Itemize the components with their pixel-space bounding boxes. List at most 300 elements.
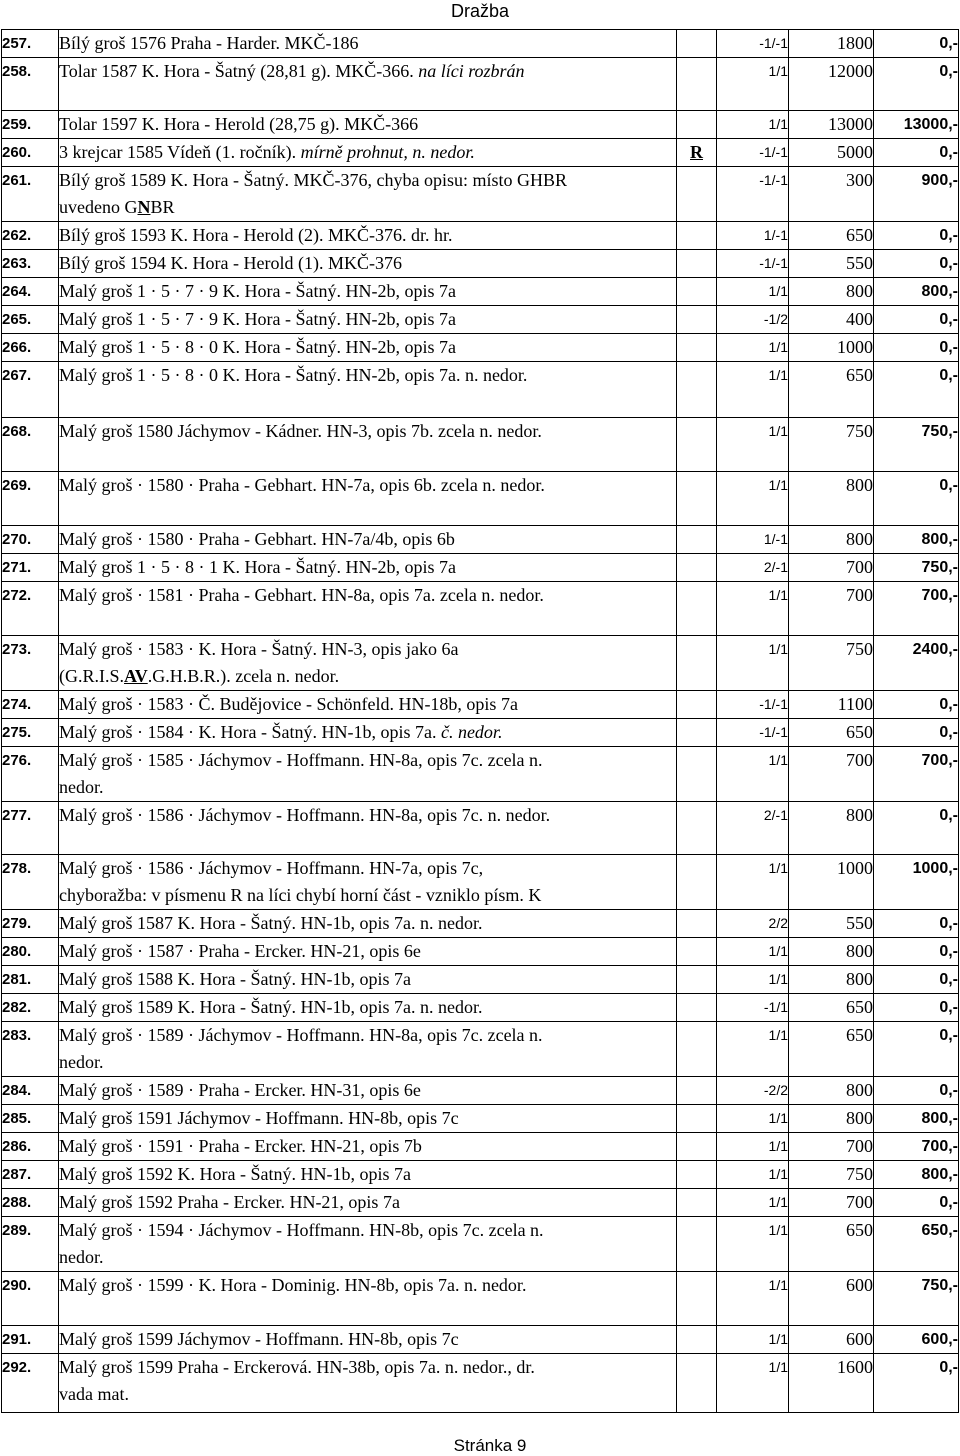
lot-number: 258. [2,58,59,111]
lot-number: 281. [2,966,59,994]
lot-description-line1: Bílý groš 1576 Praha - Harder. MKČ-186 [59,33,359,53]
lot-description [59,278,677,306]
starting-price: 600 [789,1326,874,1354]
hammer-price: 800,- [874,1161,959,1189]
table-row [2,1272,959,1326]
lot-description-line2: nedor. [59,1052,104,1072]
lot-number: 289. [2,1217,59,1272]
lot-description-line1: Bílý groš 1594 K. Hora - Herold (1). MKČ-376 [59,253,402,273]
table-row [2,636,959,691]
lot-grade: -1/-1 [717,139,789,167]
lot-grade: 1/1 [717,111,789,139]
lot-description [59,802,677,855]
lot-description [59,1272,677,1326]
table-row [2,418,959,472]
lot-description-line1: Malý groš 1587 K. Hora - Šatný. HN-1b, opis 7a. n. nedor. [59,913,483,933]
lot-number: 286. [2,1133,59,1161]
rarity-mark [677,222,717,250]
table-row [2,1189,959,1217]
rarity-mark [677,747,717,802]
rarity-mark [677,636,717,691]
lot-grade: 1/1 [717,1272,789,1326]
table-row [2,802,959,855]
hammer-price: 700,- [874,1133,959,1161]
hammer-price: 0,- [874,472,959,526]
starting-price: 650 [789,1217,874,1272]
lot-description [59,747,677,802]
rarity-mark [677,167,717,222]
rarity-mark [677,111,717,139]
starting-price: 700 [789,747,874,802]
starting-price: 550 [789,910,874,938]
table-row [2,139,959,167]
lot-description [59,966,677,994]
lot-description [59,1217,677,1272]
lot-description [59,1189,677,1217]
lot-grade: 1/-1 [717,222,789,250]
starting-price: 650 [789,222,874,250]
lot-description [59,1161,677,1189]
starting-price: 300 [789,167,874,222]
table-row [2,167,959,222]
table-row [2,1133,959,1161]
lot-number: 278. [2,855,59,910]
lot-description [59,719,677,747]
rarity-mark [677,278,717,306]
table-row [2,30,959,58]
starting-price: 700 [789,1133,874,1161]
lot-number: 268. [2,418,59,472]
lot-description-line1: 3 krejcar 1585 Vídeň (1. ročník). mírně prohnut, n. nedor. [59,142,475,162]
lot-description [59,167,677,222]
lot-description [59,636,677,691]
table-row [2,910,959,938]
starting-price: 1000 [789,334,874,362]
rarity-mark [677,58,717,111]
lot-number: 272. [2,582,59,636]
lot-description-line1: Malý groš · 1584 · K. Hora - Šatný. HN-1b, opis 7a. č. nedor. [59,722,503,742]
lot-description [59,526,677,554]
rarity-mark [677,526,717,554]
lot-description-line1: Bílý groš 1593 K. Hora - Herold (2). MKČ-376. dr. hr. [59,225,453,245]
lot-number: 288. [2,1189,59,1217]
lot-grade: -1/-1 [717,691,789,719]
lot-description-line1: Malý groš 1 · 5 · 8 · 0 K. Hora - Šatný. HN-2b, opis 7a [59,337,456,357]
lot-description-line1: Malý groš 1599 Praha - Erckerová. HN-38b, opis 7a. n. nedor., dr. [59,1357,535,1377]
lot-grade: -1/-1 [717,719,789,747]
hammer-price: 0,- [874,58,959,111]
starting-price: 1100 [789,691,874,719]
lot-description-line1: Malý groš · 1599 · K. Hora - Dominig. HN-8b, opis 7a. n. nedor. [59,1275,527,1295]
lot-description [59,111,677,139]
lot-description-line1: Malý groš 1592 Praha - Ercker. HN-21, opis 7a [59,1192,400,1212]
lot-description-line1: Malý groš · 1583 · Č. Budějovice - Schönfeld. HN-18b, opis 7a [59,694,518,714]
lot-description-line1: Malý groš · 1580 · Praha - Gebhart. HN-7a, opis 6b. zcela n. nedor. [59,475,545,495]
lot-description-line1: Malý groš · 1587 · Praha - Ercker. HN-21, opis 6e [59,941,421,961]
lot-number: 261. [2,167,59,222]
lot-description-line1: Malý groš 1592 K. Hora - Šatný. HN-1b, opis 7a [59,1164,411,1184]
starting-price: 750 [789,636,874,691]
lot-number: 282. [2,994,59,1022]
lot-description [59,222,677,250]
lot-description-line1: Malý groš · 1583 · K. Hora - Šatný. HN-3, opis jako 6a [59,639,459,659]
lot-number: 291. [2,1326,59,1354]
lot-description-line1: Tolar 1597 K. Hora - Herold (28,75 g). MKČ-366 [59,114,419,134]
lot-grade: -2/2 [717,1077,789,1105]
starting-price: 800 [789,966,874,994]
hammer-price: 0,- [874,938,959,966]
starting-price: 800 [789,472,874,526]
lot-number: 284. [2,1077,59,1105]
lot-number: 266. [2,334,59,362]
starting-price: 5000 [789,139,874,167]
rarity-mark: R [677,139,717,167]
rarity-mark [677,1022,717,1077]
hammer-price: 0,- [874,362,959,418]
lot-grade: 2/-1 [717,554,789,582]
hammer-price: 0,- [874,802,959,855]
rarity-mark [677,1354,717,1413]
hammer-price: 900,- [874,167,959,222]
lot-description-line1: Malý groš · 1589 · Praha - Ercker. HN-31, opis 6e [59,1080,421,1100]
lot-description-line2: (G.R.I.S.AV.G.H.B.R.). zcela n. nedor. [59,666,340,686]
table-row [2,1217,959,1272]
starting-price: 12000 [789,58,874,111]
lot-description [59,554,677,582]
lot-description-line1: Malý groš · 1580 · Praha - Gebhart. HN-7a/4b, opis 6b [59,529,455,549]
lot-number: 262. [2,222,59,250]
table-row [2,855,959,910]
lot-grade: 2/2 [717,910,789,938]
lot-description [59,472,677,526]
hammer-price: 700,- [874,747,959,802]
rarity-mark [677,30,717,58]
lot-number: 263. [2,250,59,278]
lot-description-line1: Malý groš · 1586 · Jáchymov - Hoffmann. HN-8a, opis 7c. n. nedor. [59,805,551,825]
hammer-price: 750,- [874,418,959,472]
lot-description-line1: Malý groš 1599 Jáchymov - Hoffmann. HN-8b, opis 7c [59,1329,459,1349]
lot-description-line1: Malý groš · 1581 · Praha - Gebhart. HN-8a, opis 7a. zcela n. nedor. [59,585,544,605]
lot-grade: -1/2 [717,306,789,334]
lot-number: 275. [2,719,59,747]
lot-number: 290. [2,1272,59,1326]
lot-number: 273. [2,636,59,691]
lot-description-line1: Malý groš 1588 K. Hora - Šatný. HN-1b, opis 7a [59,969,411,989]
lot-description-line1: Malý groš · 1585 · Jáchymov - Hoffmann. HN-8a, opis 7c. zcela n. [59,750,543,770]
hammer-price: 0,- [874,994,959,1022]
table-row [2,966,959,994]
rarity-mark [677,362,717,418]
lot-number: 260. [2,139,59,167]
hammer-price: 750,- [874,1272,959,1326]
starting-price: 700 [789,554,874,582]
rarity-mark [677,1326,717,1354]
lot-description-line1: Malý groš 1 · 5 · 7 · 9 K. Hora - Šatný. HN-2b, opis 7a [59,309,456,329]
hammer-price: 0,- [874,910,959,938]
lot-number: 257. [2,30,59,58]
lot-description [59,910,677,938]
starting-price: 800 [789,802,874,855]
starting-price: 800 [789,278,874,306]
lot-description-line2: uvedeno GNBR [59,197,175,217]
rarity-mark [677,418,717,472]
lot-description-line1: Malý groš 1 · 5 · 7 · 9 K. Hora - Šatný. HN-2b, opis 7a [59,281,456,301]
starting-price: 650 [789,994,874,1022]
rarity-mark [677,334,717,362]
hammer-price: 0,- [874,691,959,719]
lot-description-line2: chyboražba: v písmenu R na líci chybí horní část - vzniklo písm. K [59,885,542,905]
lot-description-line1: Malý groš 1580 Jáchymov - Kádner. HN-3, opis 7b. zcela n. nedor. [59,421,542,441]
lot-description [59,691,677,719]
lot-description-line1: Malý groš · 1591 · Praha - Ercker. HN-21, opis 7b [59,1136,422,1156]
lot-description [59,855,677,910]
rarity-mark [677,554,717,582]
lot-description-line1: Malý groš 1589 K. Hora - Šatný. HN-1b, opis 7a. n. nedor. [59,997,483,1017]
hammer-price: 0,- [874,250,959,278]
starting-price: 1800 [789,30,874,58]
lot-grade: 1/1 [717,418,789,472]
rarity-mark [677,910,717,938]
lot-description [59,1354,677,1413]
lot-grade: 1/1 [717,636,789,691]
lot-description-line2: vada mat. [59,1384,129,1404]
hammer-price: 0,- [874,1022,959,1077]
rarity-mark [677,1272,717,1326]
hammer-price: 750,- [874,554,959,582]
lot-number: 279. [2,910,59,938]
lot-grade: 1/1 [717,855,789,910]
rarity-mark [677,1189,717,1217]
table-row [2,938,959,966]
starting-price: 800 [789,1077,874,1105]
rarity-mark [677,855,717,910]
lot-number: 267. [2,362,59,418]
table-row [2,994,959,1022]
lot-description [59,306,677,334]
lot-description [59,938,677,966]
lot-number: 259. [2,111,59,139]
rarity-mark [677,802,717,855]
lot-number: 270. [2,526,59,554]
hammer-price: 0,- [874,334,959,362]
lot-description-line2: nedor. [59,1247,104,1267]
starting-price: 13000 [789,111,874,139]
rarity-mark [677,1133,717,1161]
rarity-mark [677,994,717,1022]
hammer-price: 0,- [874,719,959,747]
starting-price: 650 [789,719,874,747]
starting-price: 700 [789,1189,874,1217]
table-row [2,1105,959,1133]
lot-grade: 1/1 [717,1105,789,1133]
lot-description-line1: Malý groš 1591 Jáchymov - Hoffmann. HN-8b, opis 7c [59,1108,459,1128]
table-row [2,1161,959,1189]
hammer-price: 2400,- [874,636,959,691]
highlighted-letters: N [137,197,151,217]
hammer-price: 0,- [874,139,959,167]
rarity-mark [677,250,717,278]
lot-grade: 1/1 [717,1217,789,1272]
lot-grade: 1/1 [717,58,789,111]
lot-description [59,1022,677,1077]
condition-note: mírně prohnut, n. nedor. [300,142,475,162]
lot-description [59,994,677,1022]
condition-note: č. nedor. [440,722,503,742]
rarity-mark [677,306,717,334]
lot-description [59,1105,677,1133]
table-row [2,278,959,306]
lot-description [59,1133,677,1161]
lot-grade: 1/1 [717,472,789,526]
starting-price: 1600 [789,1354,874,1413]
lot-description [59,1326,677,1354]
lot-description [59,582,677,636]
lot-grade: 1/1 [717,334,789,362]
lot-grade: 1/1 [717,278,789,306]
lot-grade: 1/1 [717,1326,789,1354]
lot-number: 264. [2,278,59,306]
lot-grade: 1/-1 [717,526,789,554]
page-header: Dražba [450,1,510,21]
lot-description-line1: Bílý groš 1589 K. Hora - Šatný. MKČ-376, chyba opisu: místo GHBR [59,170,567,190]
lot-description [59,1077,677,1105]
lot-grade: 1/1 [717,747,789,802]
lot-grade: 1/1 [717,966,789,994]
starting-price: 800 [789,938,874,966]
lot-description [59,30,677,58]
lot-grade: 1/1 [717,1133,789,1161]
lot-description-line1: Malý groš · 1586 · Jáchymov - Hoffmann. HN-7a, opis 7c, [59,858,484,878]
highlighted-letters: AV [124,666,148,686]
table-row [2,1077,959,1105]
table-row [2,472,959,526]
lot-description [59,58,677,111]
lot-grade: 1/1 [717,362,789,418]
table-row [2,250,959,278]
lot-number: 283. [2,1022,59,1077]
hammer-price: 600,- [874,1326,959,1354]
lot-number: 274. [2,691,59,719]
hammer-price: 0,- [874,966,959,994]
lot-number: 287. [2,1161,59,1189]
hammer-price: 800,- [874,278,959,306]
rarity-mark [677,1105,717,1133]
page-footer: Stránka 9 [453,1436,527,1455]
table-row [2,582,959,636]
starting-price: 750 [789,1161,874,1189]
starting-price: 650 [789,1022,874,1077]
hammer-price: 0,- [874,222,959,250]
table-row [2,58,959,111]
lot-description-line1: Malý groš 1 · 5 · 8 · 0 K. Hora - Šatný. HN-2b, opis 7a. n. nedor. [59,365,528,385]
hammer-price: 800,- [874,1105,959,1133]
hammer-price: 0,- [874,1077,959,1105]
lot-number: 269. [2,472,59,526]
lot-grade: 1/1 [717,1354,789,1413]
auction-lots-table [1,29,959,1413]
hammer-price: 0,- [874,306,959,334]
table-row [2,362,959,418]
table-row [2,222,959,250]
rarity-mark [677,691,717,719]
starting-price: 800 [789,526,874,554]
rarity-mark [677,966,717,994]
hammer-price: 700,- [874,582,959,636]
lot-description [59,139,677,167]
lot-description-line2: nedor. [59,777,104,797]
lot-number: 285. [2,1105,59,1133]
lot-description [59,250,677,278]
lot-grade: 2/-1 [717,802,789,855]
lot-grade: 1/1 [717,582,789,636]
hammer-price: 650,- [874,1217,959,1272]
lot-grade: -1/1 [717,994,789,1022]
lot-description-line1: Malý groš · 1594 · Jáchymov - Hoffmann. HN-8b, opis 7c. zcela n. [59,1220,544,1240]
starting-price: 1000 [789,855,874,910]
table-row [2,111,959,139]
rarity-mark [677,1161,717,1189]
lot-description [59,418,677,472]
table-row [2,1022,959,1077]
table-row [2,691,959,719]
lot-grade: 1/1 [717,1022,789,1077]
table-row [2,719,959,747]
rarity-mark [677,472,717,526]
hammer-price: 1000,- [874,855,959,910]
hammer-price: 0,- [874,1189,959,1217]
lot-description-line1: Tolar 1587 K. Hora - Šatný (28,81 g). MKČ-366. na líci rozbrán [59,61,525,81]
lot-description-line1: Malý groš · 1589 · Jáchymov - Hoffmann. HN-8a, opis 7c. zcela n. [59,1025,543,1045]
rarity-mark [677,582,717,636]
rarity-mark [677,1077,717,1105]
lot-grade: -1/-1 [717,167,789,222]
starting-price: 750 [789,418,874,472]
table-row [2,306,959,334]
starting-price: 700 [789,582,874,636]
lot-grade: 1/1 [717,1189,789,1217]
starting-price: 650 [789,362,874,418]
lot-number: 276. [2,747,59,802]
table-row [2,334,959,362]
table-row [2,554,959,582]
table-row [2,1326,959,1354]
hammer-price: 0,- [874,30,959,58]
lot-number: 271. [2,554,59,582]
starting-price: 400 [789,306,874,334]
table-row [2,1354,959,1413]
lot-description [59,362,677,418]
lot-number: 280. [2,938,59,966]
lot-number: 265. [2,306,59,334]
starting-price: 600 [789,1272,874,1326]
table-row [2,526,959,554]
hammer-price: 13000,- [874,111,959,139]
lot-grade: 1/1 [717,1161,789,1189]
starting-price: 550 [789,250,874,278]
lot-number: 292. [2,1354,59,1413]
lot-description [59,334,677,362]
hammer-price: 0,- [874,1354,959,1413]
lot-grade: -1/-1 [717,30,789,58]
condition-note: na líci rozbrán [418,61,525,81]
rarity-mark [677,1217,717,1272]
lot-description-line1: Malý groš 1 · 5 · 8 · 1 K. Hora - Šatný. HN-2b, opis 7a [59,557,456,577]
rarity-mark [677,938,717,966]
rarity-mark [677,719,717,747]
lot-grade: -1/-1 [717,250,789,278]
lot-number: 277. [2,802,59,855]
lot-grade: 1/1 [717,938,789,966]
